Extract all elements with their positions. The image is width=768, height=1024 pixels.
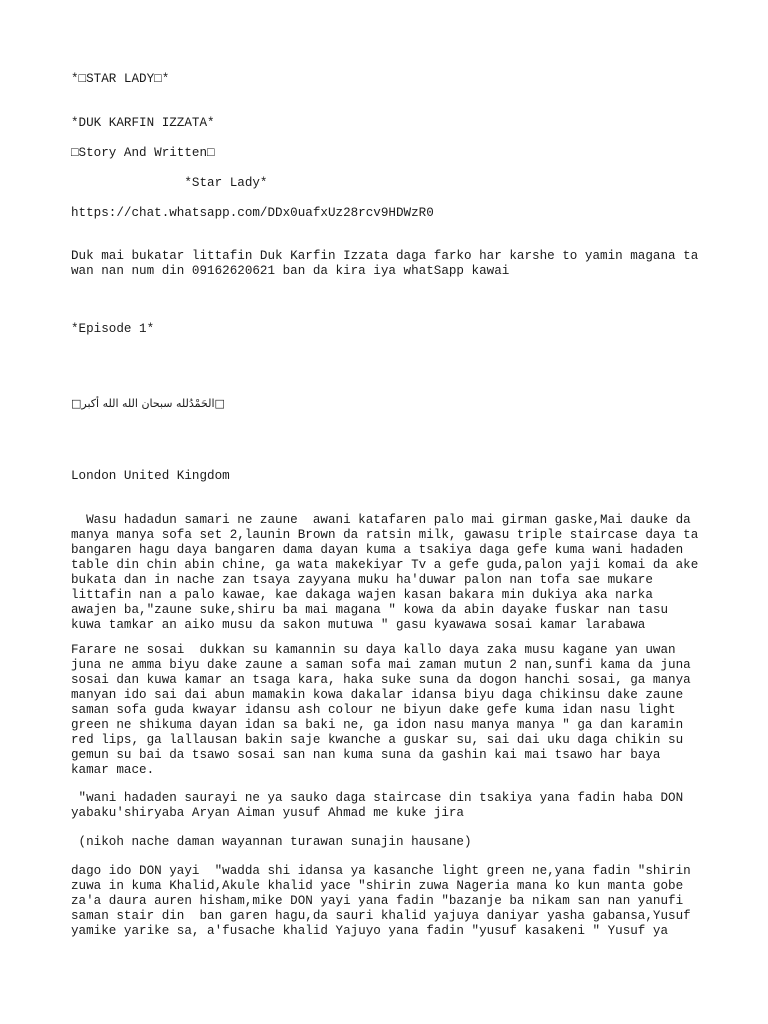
paragraph-line: za'a daura auren hisham,mike DON yayi yana fadin "bazanje ba nikam san nan yanufi bbox=[71, 894, 684, 908]
intro-line: wan nan num din 09162620621 ban da kira iya whatSapp kawai bbox=[71, 264, 510, 278]
paragraph-line: kamar mace. bbox=[71, 763, 155, 777]
paragraph-line: manya manya sofa set 2,launin Brown da ratsin milk, gawasu triple staircase daya ta bbox=[71, 528, 699, 542]
paragraph-line: (nikoh nache daman wayannan turawan sunajin hausane) bbox=[71, 835, 472, 849]
arabic-phrase: □الحَمْدُلله سبحان الله الله أكبر□ bbox=[71, 397, 225, 410]
paragraph-line: green ne shikuma dayan idan sa baki ne, ga idon nasu manya manya " ga dan karamin bbox=[71, 718, 684, 732]
paragraph-line: saman stair din ban garen hagu,da sauri khalid yajuya daniyar yasha gabansa,Yusuf bbox=[71, 909, 691, 923]
paragraph-line: yabaku'shiryaba Aryan Aiman yusuf Ahmad me kuke jira bbox=[71, 806, 464, 820]
paragraph-line: juna ne amma biyu dake zaune a saman sofa mai zaman mutun 2 nan,sunfi kama da juna bbox=[71, 658, 691, 672]
paragraph-line: saman sofa guda kwayar idansu ash colour ne biyun dake gefe kuma idan nasu light bbox=[71, 703, 676, 717]
header-title-line: *□STAR LADY□* bbox=[71, 72, 170, 86]
book-title: *DUK KARFIN IZZATA* bbox=[71, 116, 215, 130]
paragraph-line: "wani hadaden saurayi ne ya sauko daga staircase din tsakiya yana fadin haba DON bbox=[71, 791, 684, 805]
paragraph-line: bukata dan in nache zan tsaya zayyana muku ha'duwar palon nan tofa sae mukare bbox=[71, 573, 653, 587]
paragraph-line: awajen ba,"zaune suke,shiru ba mai magana " kowa da abin dayake fuskar nan tasu bbox=[71, 603, 669, 617]
paragraph-line: Wasu hadadun samari ne zaune awani katafaren palo mai girman gaske,Mai dauke da bbox=[71, 513, 691, 527]
author-line: *Star Lady* bbox=[71, 176, 268, 190]
paragraph-line: bangaren hagu daya bangaren dama dayan kuma a tsakiya daga gefe kuma wani hadaden bbox=[71, 543, 684, 557]
intro-line: Duk mai bukatar littafin Duk Karfin Izzata daga farko har karshe to yamin magana ta bbox=[71, 249, 699, 263]
paragraph-line: dago ido DON yayi "wadda shi idansa ya kasanche light green ne,yana fadin "shirin bbox=[71, 864, 691, 878]
paragraph-line: zuwa in kuma Khalid,Akule khalid yace "shirin zuwa Nageria mana ko kun manta gobe bbox=[71, 879, 684, 893]
story-written-line: □Story And Written□ bbox=[71, 146, 215, 160]
paragraph-line: sosai dan kuwa kamar an tsaga kara, haka suke suna da dogon hanchi sosai, ga manya bbox=[71, 673, 691, 687]
paragraph-line: gemun su bai da tsawo sosai san nan kuma suna da gashin kai mai tsawo har baya bbox=[71, 748, 661, 762]
paragraph-line: red lips, ga lallausan bakin saje kwanche a guskar su, sai dai uku daga chikin su bbox=[71, 733, 684, 747]
paragraph-line: table din chin abin chine, ga wata makekiyar Tv a gefe guda,palon yaji komai da ake bbox=[71, 558, 699, 572]
paragraph-line: littafin nan a palo kawae, kae dakaga wajen kasan bakara min dukiya aka narka bbox=[71, 588, 653, 602]
paragraph-line: manyan ido sai dai abun mamakin kowa dakalar idansa biyu daga chikinsu dake zaune bbox=[71, 688, 684, 702]
paragraph-line: Farare ne sosai dukkan su kamannin su daya kallo daya zaka musu kagane yan uwan bbox=[71, 643, 676, 657]
location-line: London United Kingdom bbox=[71, 469, 230, 483]
episode-heading: *Episode 1* bbox=[71, 322, 155, 336]
whatsapp-link[interactable]: https://chat.whatsapp.com/DDx0uafxUz28rcv9HDWzR0 bbox=[71, 206, 434, 220]
paragraph-line: kuwa tamkar an aiko musu da sakon mutuwa " gasu kyawawa sosai kamar larabawa bbox=[71, 618, 646, 632]
paragraph-line: yamike yarike sa, a'fusache khalid Yajuyo yana fadin "yusuf kasakeni " Yusuf ya bbox=[71, 924, 669, 938]
